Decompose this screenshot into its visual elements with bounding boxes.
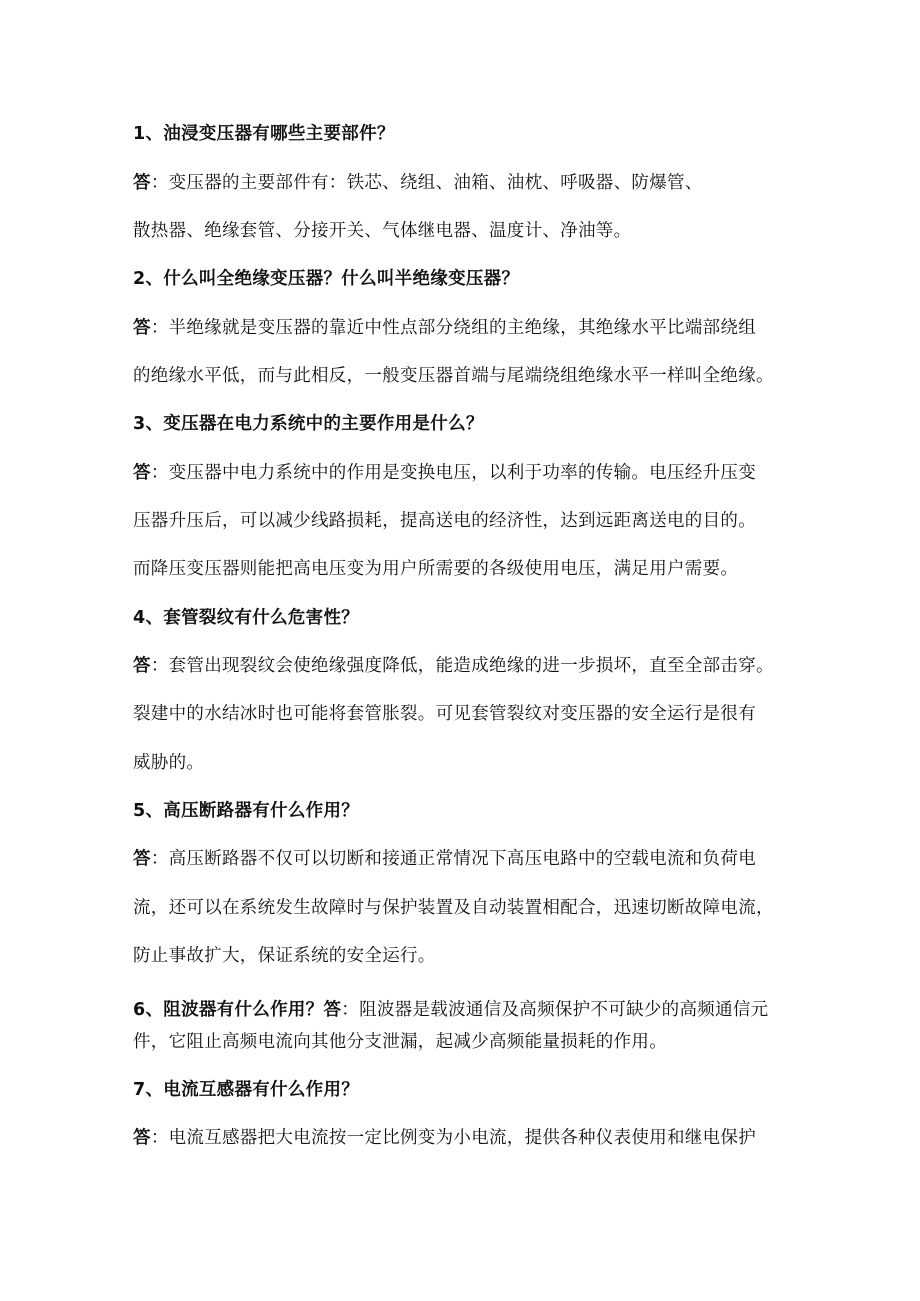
answer-text: ：套管出现裂纹会使绝缘强度降低，能造成绝缘的进一步损坏，直至全部击穿。 — [150, 656, 774, 676]
answer-5-line-3: 防止事故扩大，保证系统的安全运行。 — [133, 946, 436, 966]
answer-label: 答 — [133, 656, 151, 676]
answer-text: ：高压断路器不仅可以切断和接通正常情况下高压电路中的空载电流和负荷电 — [150, 849, 757, 869]
answer-label: 答 — [133, 1128, 151, 1148]
answer-7-line-1 — [133, 1126, 756, 1150]
answer-2-line-1 — [133, 316, 756, 340]
answer-label: 答 — [133, 463, 151, 483]
answer-text: ：半绝缘就是变压器的靠近中性点部分绕组的主绝缘，其绝缘水平比端部绕组 — [150, 318, 757, 338]
answer-text: ：变压器中电力系统中的作用是变换电压，以利于功率的传输。电压经升压变 — [150, 463, 757, 483]
question-5: 5、高压断路器有什么作用？ — [133, 801, 360, 821]
answer-2-line-2: 的绝缘水平低，而与此相反，一般变压器首端与尾端绕组绝缘水平一样叫全绝缘。 — [133, 366, 774, 386]
answer-5-line-2: 流，还可以在系统发生故障时与保护装置及自动装置相配合，迅速切断故障电流， — [133, 898, 774, 918]
question-1: 1、油浸变压器有哪些主要部件？ — [133, 124, 395, 144]
answer-3-line-1 — [133, 461, 756, 485]
question-6: 6、阻波器有什么作用？答 — [133, 1000, 342, 1020]
answer-4-line-3: 威胁的。 — [133, 753, 205, 773]
question-3: 3、变压器在电力系统中的主要作用是什么？ — [133, 414, 484, 434]
question-2: 2、什么叫全绝缘变压器？什么叫半绝缘变压器？ — [133, 269, 520, 289]
answer-text: ：阻波器是载波通信及高频保护不可缺少的高频通信元 — [341, 1000, 769, 1020]
question-6-line-1 — [133, 998, 768, 1022]
answer-4-line-1 — [133, 654, 774, 678]
answer-3-line-2: 压器升压后，可以减少线路损耗，提高送电的经济性，达到远距离送电的目的。 — [133, 511, 756, 531]
answer-4-line-2: 裂建中的水结冰时也可能将套管胀裂。可见套管裂纹对变压器的安全运行是很有 — [133, 704, 756, 724]
question-7: 7、电流互感器有什么作用？ — [133, 1080, 360, 1100]
answer-1-line-2: 散热器、绝缘套管、分接开关、气体继电器、温度计、净油等。 — [133, 221, 632, 241]
answer-text: ：电流互感器把大电流按一定比例变为小电流，提供各种仪表使用和继电保护 — [150, 1128, 757, 1148]
answer-6-line-2: 件，它阻止高频电流向其他分支泄漏，起减少高频能量损耗的作用。 — [133, 1032, 667, 1052]
answer-label: 答 — [133, 173, 151, 193]
answer-3-line-3: 而降压变压器则能把高电压变为用户所需要的各级使用电压，满足用户需要。 — [133, 559, 739, 579]
answer-label: 答 — [133, 849, 151, 869]
question-4: 4、套管裂纹有什么危害性？ — [133, 608, 360, 628]
answer-5-line-1 — [133, 847, 756, 871]
answer-1-line-1 — [133, 171, 703, 195]
answer-text: ：变压器的主要部件有：铁芯、绕组、油箱、油枕、呼吸器、防爆管、 — [150, 173, 703, 193]
answer-label: 答 — [133, 318, 151, 338]
